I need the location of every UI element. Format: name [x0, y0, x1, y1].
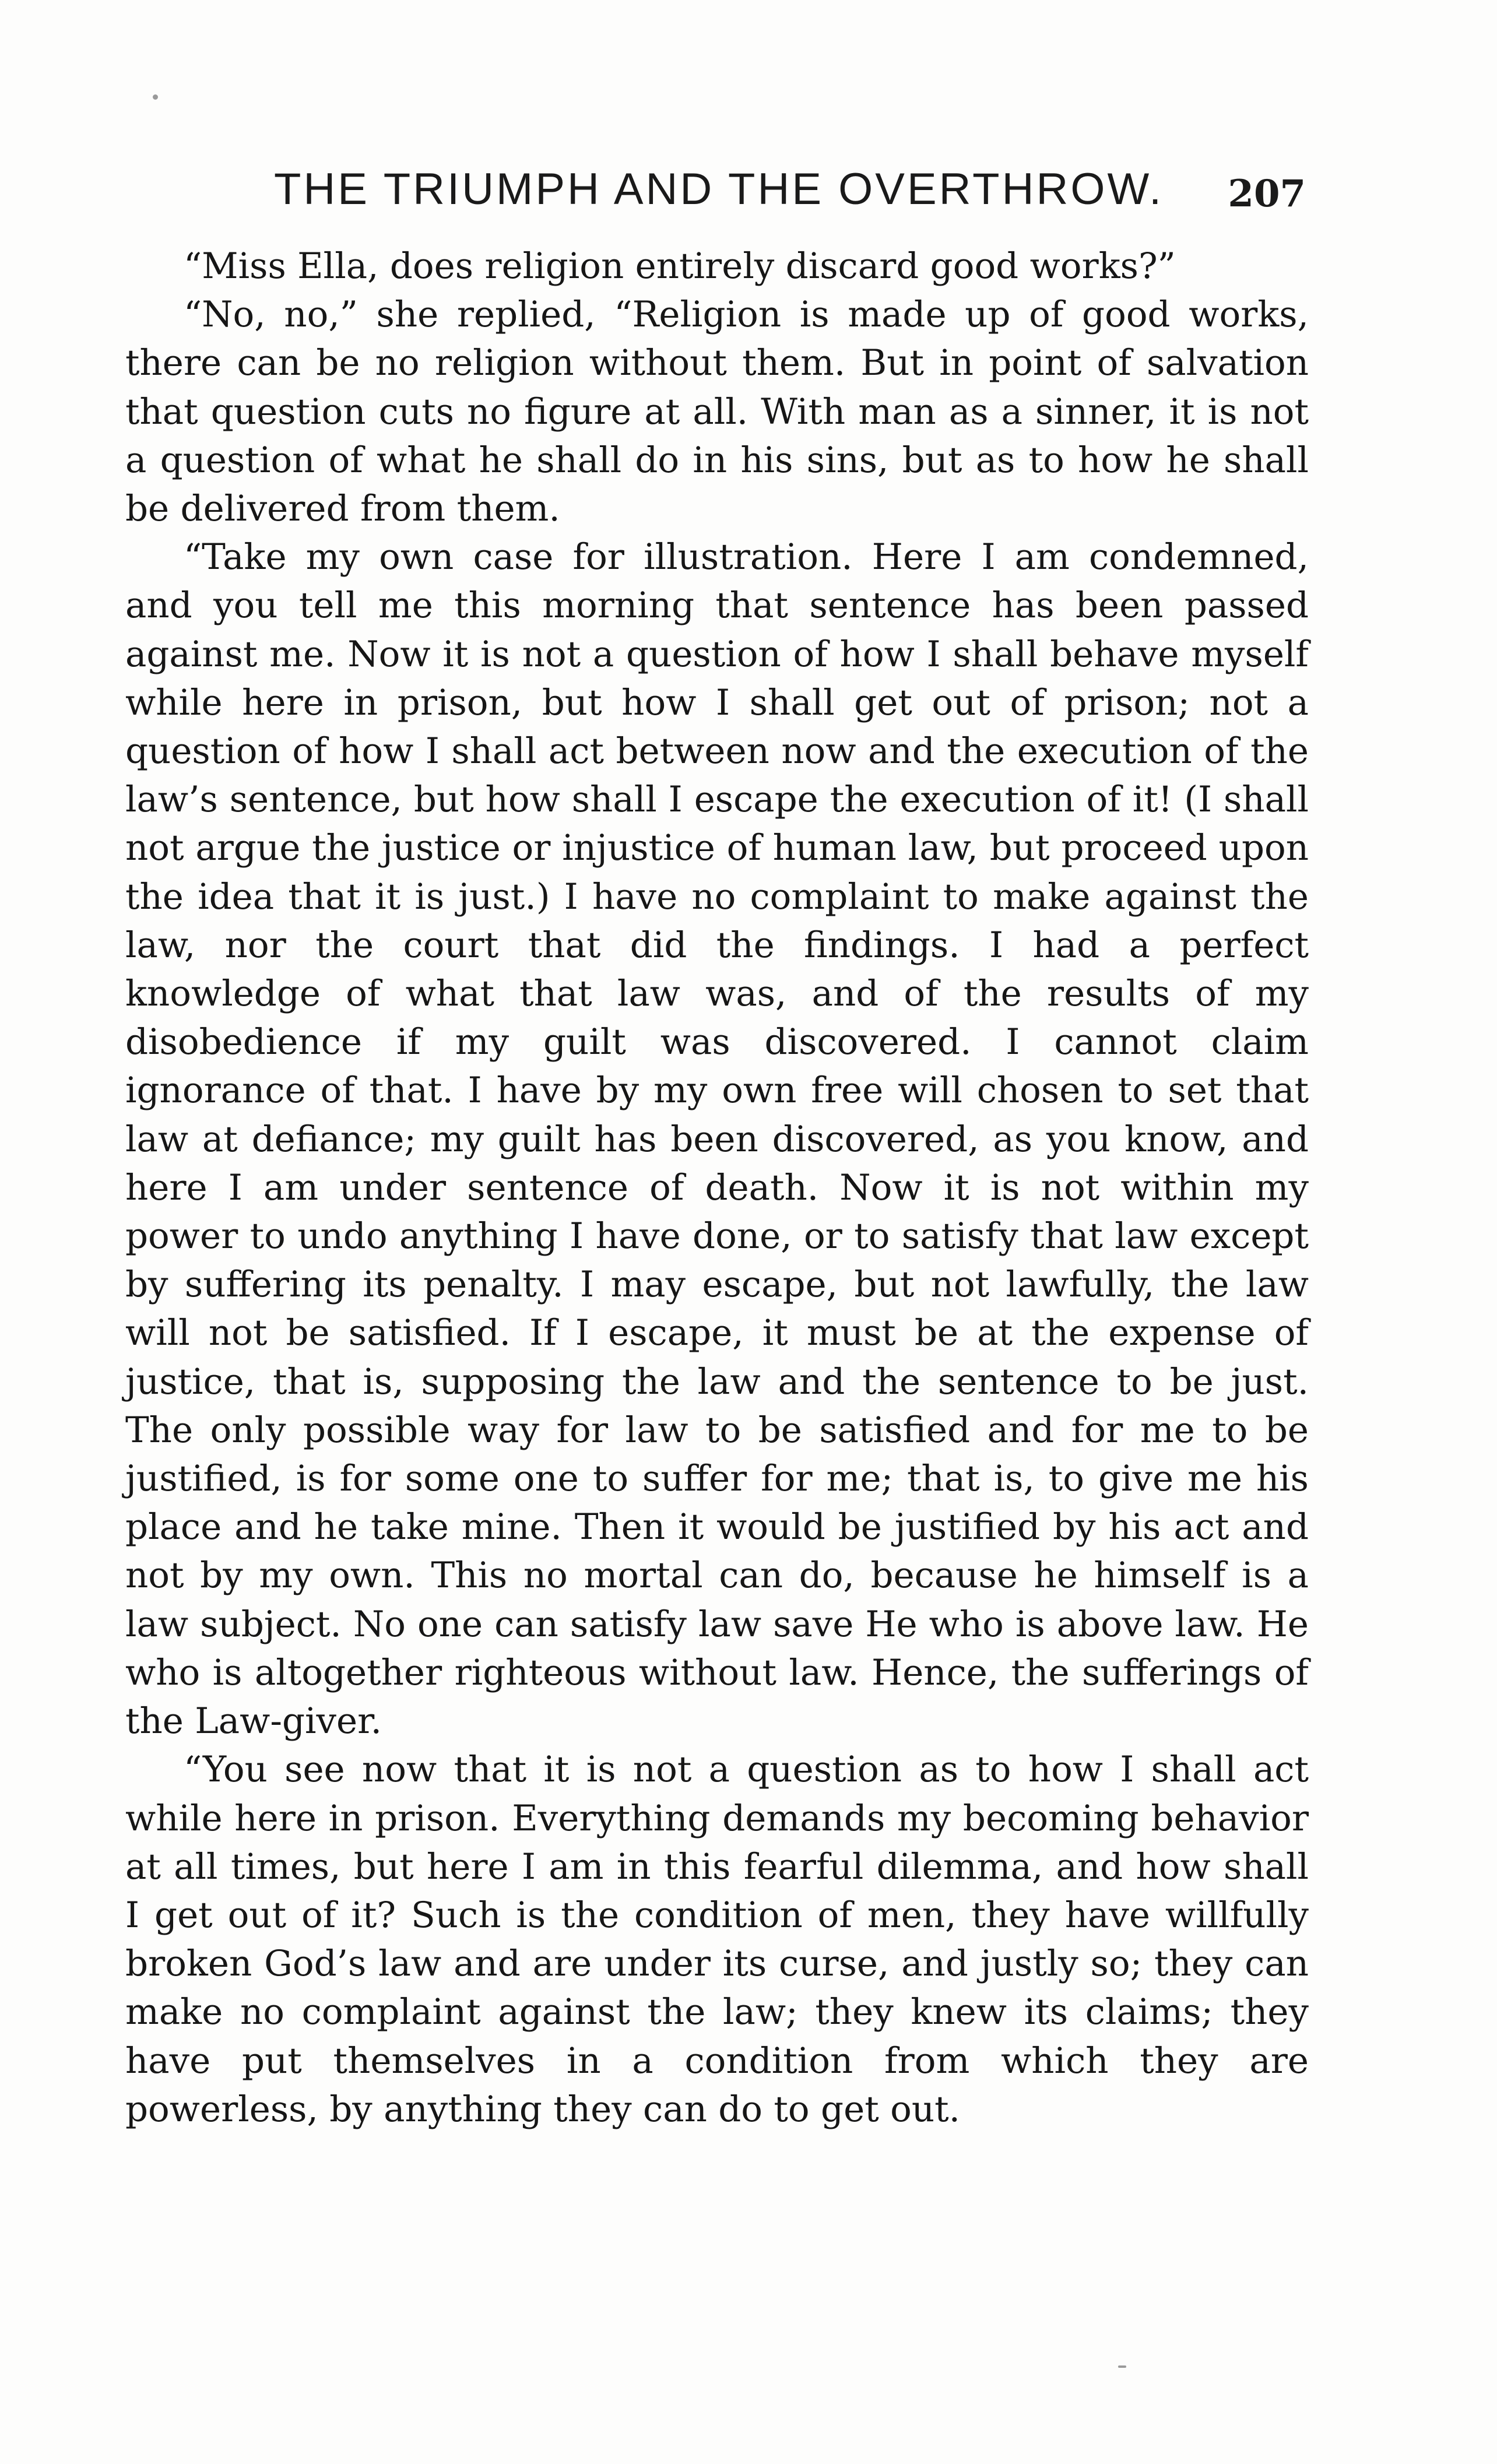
- paragraph: “No, no,” she replied, “Religion is made up of good works, there can be no religion without them. But in point of salvation that question cuts no figure at all. With man as a sinner, it is not a question of what he shall do in his sins, but as to how he shall be delivered from them.: [125, 294, 1309, 530]
- paragraph: “You see now that it is not a question as to how I shall act while here in prison. Everything demands my becoming behavior at all times, but here I am in this fearful dilemma, and how shall I get out of it? Such is the condition of men, they have willfully broken God’s law and are under its curse, and justly so; they can make no complaint against the law; they knew its claims; they have put themselves in a condition from which they are powerless, by anything they can do to get out.: [125, 1749, 1309, 2130]
- body-text: [125, 242, 1309, 2133]
- paragraph: “Miss Ella, does religion entirely discard good works?”: [184, 245, 1176, 287]
- paragraph: “Take my own case for illustration. Here I am condemned, and you tell me this morning that sentence has been passed against me. Now it is not a question of how I shall behave myself while here in prison, but how I shall get out of prison; not a question of how I shall act between now and the execution of the law’s sentence, but how shall I escape the execution of it! (I shall not argue the justice or injustice of human law, but proceed upon the idea that it is just.) I have no complaint to make against the law, nor the court that did the findings. I had a perfect knowledge of what that law was, and of the results of my disobedience if my guilt was discovered. I cannot claim ignorance of that. I have by my own free will chosen to set that law at defiance; my guilt has been discovered, as you know, and here I am under sentence of death. Now it is not within my power to undo anything I have done, or to satisfy that law except by suffering its penalty. I may escape, but not lawfully, the law will not be satisfied. If I escape, it must be at the expense of justice, that is, supposing the law and the sentence to be just. The only possible way for law to be satisfied and for me to be justified, is for some one to suffer for me; that is, to give me his place and he take mine. Then it would be justified by his act and not by my own. This no mortal can do, because he himself is a law subject. No one can satisfy law save He who is above law. He who is altogether righteous without law. Hence, the sufferings of the Law-giver.: [125, 536, 1309, 1742]
- ink-speck: [1118, 2365, 1126, 2368]
- ink-speck: [153, 94, 158, 100]
- running-head: THE TRIUMPH AND THE OVERTHROW.: [274, 164, 1164, 214]
- page-number: 207: [1228, 172, 1306, 216]
- page-header: [274, 157, 1306, 222]
